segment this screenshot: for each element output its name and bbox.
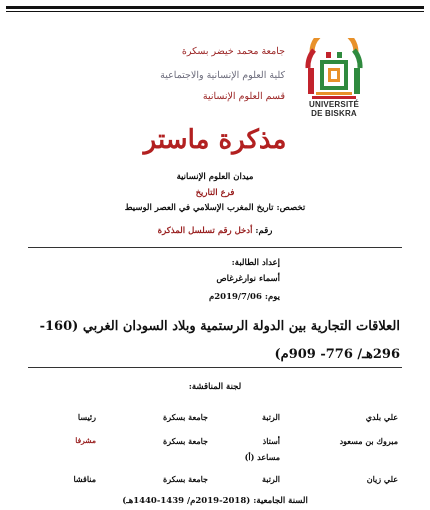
field-specialty: [0, 203, 430, 213]
jury-rank: أستاذ: [262, 436, 280, 446]
divider-top: [28, 247, 402, 248]
field-branch: فرع التاريخ: [195, 188, 235, 198]
jury-rank: الرتبة: [261, 474, 280, 484]
university-logo: [296, 38, 372, 118]
jury-role: رئيسا: [77, 412, 96, 422]
serial-number: [0, 226, 430, 236]
department-name: قسم العلوم الإنسانية: [202, 91, 285, 102]
jury-title: لجنة المناقشة:: [188, 382, 242, 392]
jury-role: مناقشا: [73, 474, 96, 484]
jury-row: [0, 412, 430, 426]
top-border-thick: [6, 6, 424, 9]
jury-name: مبروك بن مسعود: [339, 436, 398, 446]
prepared-by-label: إعداد الطالبة:: [231, 258, 280, 268]
divider-bottom: [28, 367, 402, 368]
university-name: جامعة محمد خيضر بسكرة: [181, 46, 285, 57]
serial-label: رقم:: [255, 226, 273, 236]
field-domain: ميدان العلوم الإنسانية: [176, 172, 254, 182]
jury-rank: الرتبة: [261, 412, 280, 422]
thesis-title: العلاقات التجارية بين الدولة الرستمية وبلاد السودان الغربي (160- 296هـ/ 776- 909م): [39, 319, 400, 362]
jury-name: علي زيان: [366, 474, 398, 484]
jury-row-continued: [0, 452, 430, 466]
jury-name: علي بلدي: [365, 412, 398, 422]
university-emblem-icon: [304, 38, 364, 100]
document-title: مذكرة ماستر: [143, 125, 287, 155]
jury-role: مشرفا: [75, 436, 96, 445]
defense-date: يوم: 2019/7/06م: [209, 292, 280, 302]
academic-year: السنة الجامعية: (2018-2019م/ 1439-1440هـ): [122, 496, 308, 506]
jury-university: جامعة بسكرة: [163, 436, 208, 446]
logo-text-line2: DE BISKRA: [311, 109, 357, 118]
specialty-value: تاريخ المغرب الإسلامي في العصر الوسيط: [124, 203, 274, 213]
serial-value: أدخل رقم تسلسل المذكرة: [157, 226, 253, 236]
specialty-label: تخصص:: [276, 203, 306, 213]
faculty-name: كلية العلوم الإنسانية والاجتماعية: [160, 70, 285, 81]
jury-university: جامعة بسكرة: [163, 474, 208, 484]
jury-rank-line2: مساعد (أ): [244, 452, 280, 462]
logo-text-line1: UNIVERSITÉ: [308, 100, 359, 109]
student-name: أسماء نوارغرغاص: [216, 274, 280, 284]
top-border-thin: [6, 11, 424, 12]
jury-university: جامعة بسكرة: [163, 412, 208, 422]
jury-row: [0, 436, 430, 450]
jury-row: [0, 474, 430, 488]
